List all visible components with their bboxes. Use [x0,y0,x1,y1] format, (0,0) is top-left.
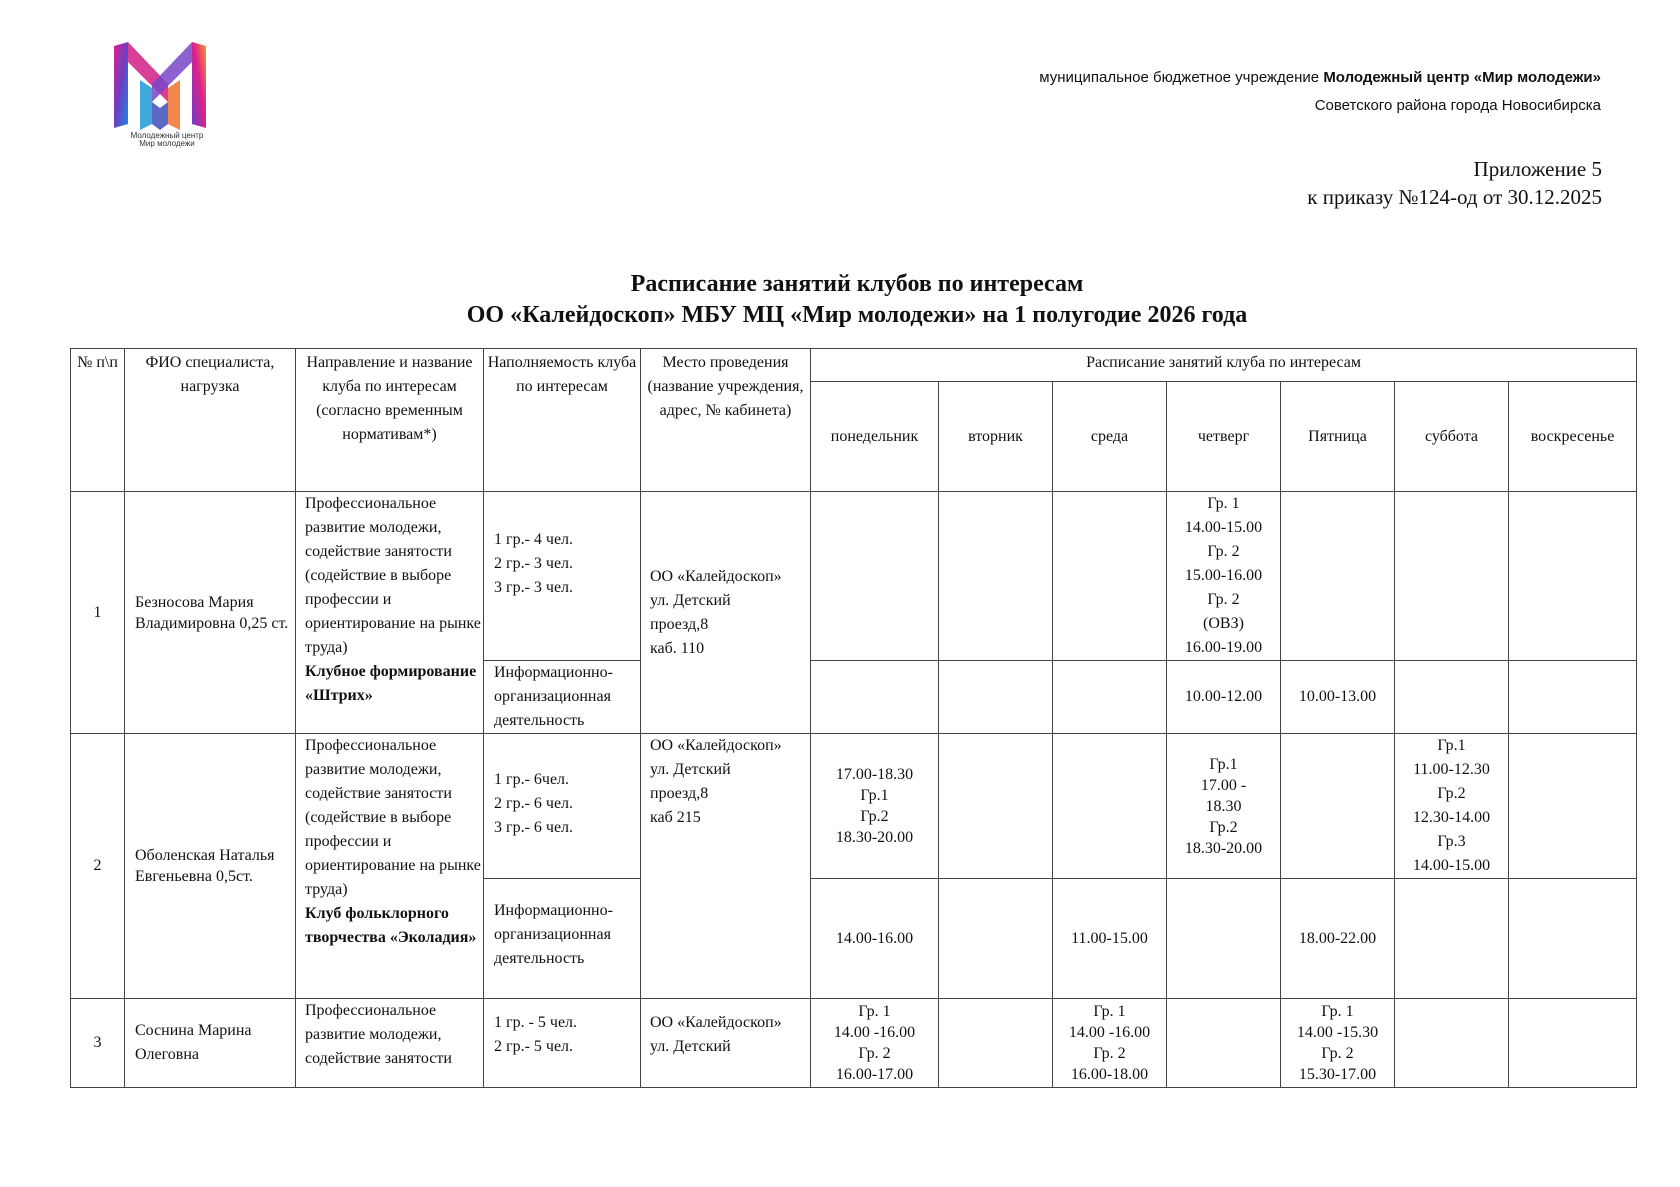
place-line: ОО «Калейдоскоп» [650,1014,782,1031]
place-line: ул. Детский [650,591,731,609]
logo-caption-line2: Мир молодежи [139,139,195,148]
schedule-cell: 11.00-15.00 [1053,879,1167,999]
schedule-cell [939,999,1053,1088]
capacity-line: 2 гр.- 3 чел. [494,555,574,572]
appendix-number: Приложение 5 [1473,157,1602,181]
row-fio: Соснина Марина Олеговна [125,999,296,1088]
place-line: каб. 110 [650,639,705,657]
day-saturday: суббота [1395,382,1509,492]
schedule-cell: Гр. 1 14.00 -15.30 Гр. 2 15.30-17.00 [1281,999,1395,1088]
capacity-line: 2 гр.- 6 чел. [494,795,574,812]
schedule-cell [1395,879,1509,999]
schedule-cell [939,734,1053,879]
row-direction [296,492,484,734]
row-capacity [484,999,641,1088]
capacity-line: 3 гр.- 6 чел. [494,819,574,836]
direction-text: Профессиональное развитие молодежи, содействие занятости (содействие в выборе профессии и ориентирование на рынке труда) [305,737,481,898]
table-row [71,999,1637,1088]
row-fio: Безносова Мария Владимировна 0,25 ст. [125,492,296,734]
row-place [641,492,811,734]
schedule-cell [1509,879,1637,999]
schedule-cell [1509,999,1637,1088]
day-wednesday: среда [1053,382,1167,492]
schedule-cell [1509,734,1637,879]
document-title-line2: ОО «Калейдоскоп» МБУ МЦ «Мир молодежи» на 1 полугодие 2026 года [466,302,1248,328]
schedule-cell [1053,734,1167,879]
table-header-row [71,349,1637,382]
place-line: проезд,8 [650,615,709,633]
schedule-cell [939,661,1053,734]
row-num: 1 [71,492,125,734]
appendix-order: к приказу №124-од от 30.12.2025 [1307,185,1602,209]
schedule-cell: 18.00-22.00 [1281,879,1395,999]
header-schedule: Расписание занятий клуба по интересам [811,349,1637,382]
row-num: 2 [71,734,125,999]
schedule-cell [1053,492,1167,661]
org-name: Молодежный центр «Мир молодежи» [1323,69,1601,86]
place-line: ОО «Калейдоскоп» [650,567,782,585]
row-place [641,999,811,1088]
schedule-cell [1281,734,1395,879]
organization-line-1 [1039,68,1601,88]
schedule-cell: 14.00-16.00 [811,879,939,999]
table-row [71,492,1637,661]
row-capacity [484,734,641,879]
schedule-cell: Гр. 1 14.00 -16.00 Гр. 2 16.00-17.00 [811,999,939,1088]
schedule-cell [1395,661,1509,734]
schedule-cell: 10.00-12.00 [1167,661,1281,734]
capacity-line: 1 гр.- 6чел. [494,771,570,788]
direction-text: Профессиональное развитие молодежи, содействие занятости (содействие в выборе профессии и ориентирование на рынке труда) [305,495,481,656]
place-line: ул. Детский [650,1038,731,1055]
logo-caption-line1: Молодежный центр [130,131,204,140]
schedule-cell [1167,999,1281,1088]
row-fio: Оболенская Наталья Евгеньевна 0,5ст. [125,734,296,999]
schedule-cell [1395,492,1509,661]
row-direction [296,999,484,1088]
schedule-cell [1395,999,1509,1088]
day-monday: понедельник [811,382,939,492]
schedule-cell: 10.00-13.00 [1281,661,1395,734]
schedule-cell [1509,492,1637,661]
schedule-cell: Гр. 1 14.00-15.00 Гр. 2 15.00-16.00 Гр. 2 (ОВЗ) 16.00-19.00 [1167,492,1281,661]
schedule-cell: Гр.1 11.00-12.30 Гр.2 12.30-14.00 Гр.3 14.00-15.00 [1395,734,1509,879]
table-row [71,734,1637,879]
schedule-cell [939,492,1053,661]
day-tuesday: вторник [939,382,1053,492]
schedule-cell [811,661,939,734]
organization-line-2: Советского района города Новосибирска [1314,97,1601,114]
place-line: проезд,8 [650,785,709,802]
day-friday: Пятница [1281,382,1395,492]
capacity-line: 2 гр.- 5 чел. [494,1038,574,1055]
schedule-cell: 17.00-18.30 Гр.1 Гр.2 18.30-20.00 [811,734,939,879]
schedule-cell [1053,661,1167,734]
info-activity: Информационно-организационная деятельность [484,661,641,734]
capacity-line: 1 гр. - 5 чел. [494,1014,578,1031]
row-capacity [484,492,641,661]
header-fio: ФИО специалиста, нагрузка [125,349,296,492]
day-sunday: воскресенье [1509,382,1637,492]
logo [112,40,222,150]
header-place: Место проведения (название учреждения, адрес, № кабинета) [641,349,811,492]
header-num: № п\п [71,349,125,492]
org-prefix: муниципальное бюджетное учреждение [1039,69,1320,86]
schedule-table [70,348,1637,1088]
info-activity: Информационно-организационная деятельность [484,879,641,999]
direction-text: Профессиональное развитие молодежи, содействие занятости [305,1002,452,1067]
row-num: 3 [71,999,125,1088]
schedule-cell [811,492,939,661]
schedule-cell [1167,879,1281,999]
header-direction: Направление и название клуба по интересам (согласно временным нормативам*) [296,349,484,492]
row-direction [296,734,484,999]
document-title-line1: Расписание занятий клубов по интересам [630,271,1084,297]
place-line: ул. Детский [650,761,731,778]
place-line: ОО «Калейдоскоп» [650,737,782,754]
schedule-cell [1509,661,1637,734]
schedule-cell [939,879,1053,999]
capacity-line: 1 гр.- 4 чел. [494,531,574,548]
place-line: каб 215 [650,809,701,826]
club-name: Клуб фольклорного творчества «Эколадия» [305,905,477,946]
day-thursday: четверг [1167,382,1281,492]
header-capacity: Наполняемость клуба по интересам [484,349,641,492]
capacity-line: 3 гр.- 3 чел. [494,579,574,596]
club-name: Клубное формирование «Штрих» [305,663,477,704]
row-place [641,734,811,999]
schedule-cell [1281,492,1395,661]
schedule-cell: Гр.1 17.00 - 18.30 Гр.2 18.30-20.00 [1167,734,1281,879]
schedule-cell: Гр. 1 14.00 -16.00 Гр. 2 16.00-18.00 [1053,999,1167,1088]
